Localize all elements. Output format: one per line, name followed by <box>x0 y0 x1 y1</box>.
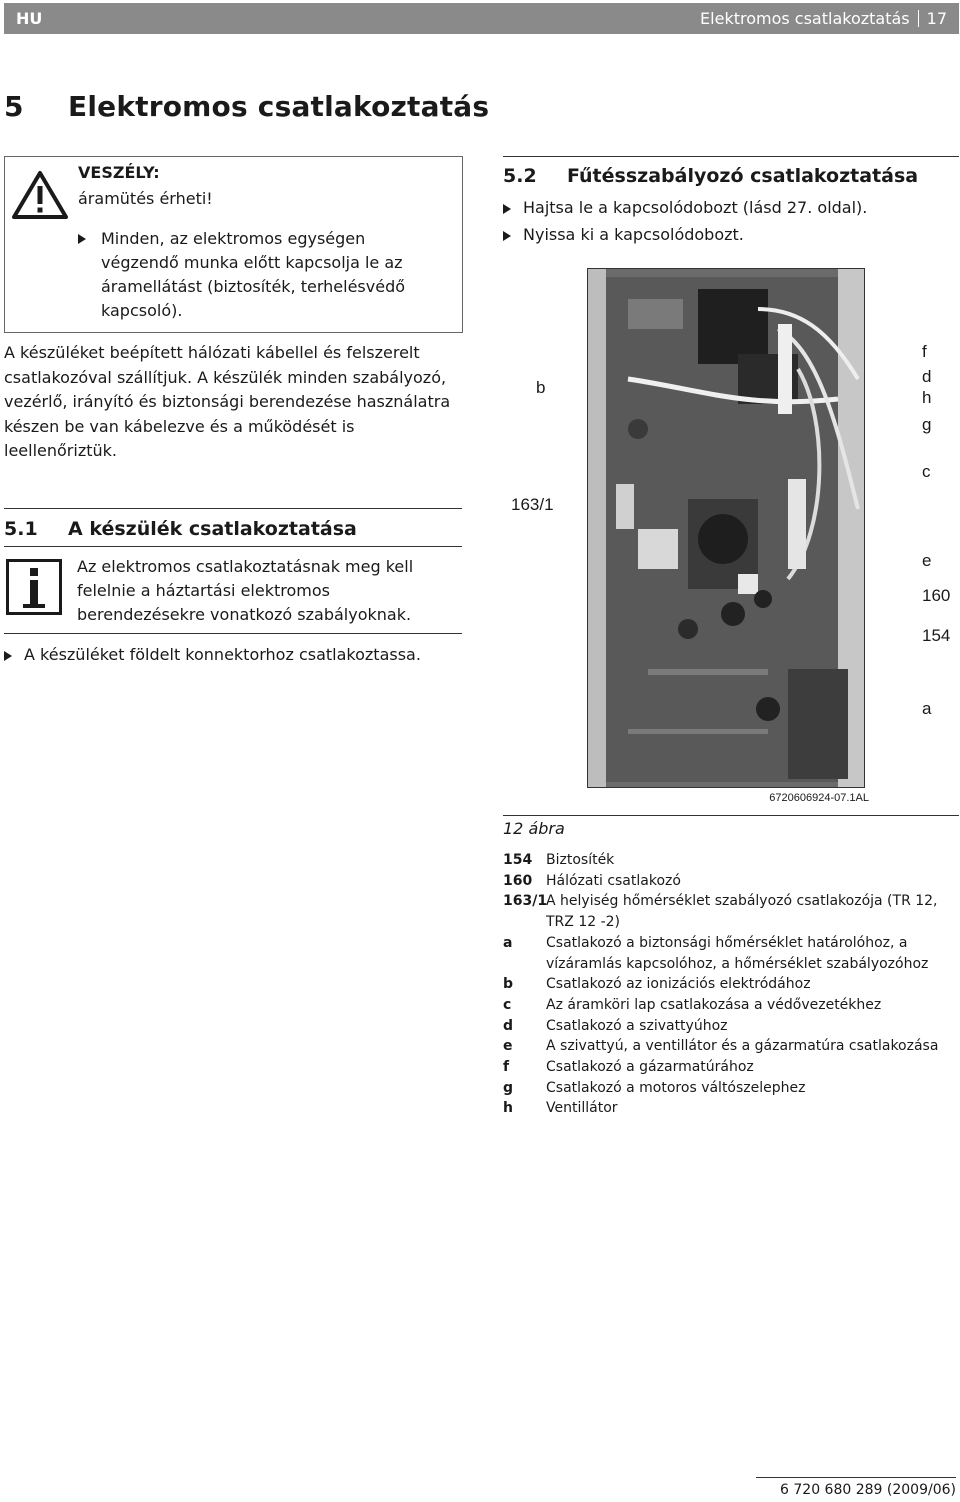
legend-text: A szivattyú, a ventillátor és a gázarmatúra csatlakozása <box>546 1038 939 1055</box>
label-e: e <box>922 551 932 570</box>
legend-key: g <box>503 1079 514 1096</box>
figure-legend <box>503 850 959 1119</box>
label-c: c <box>922 462 931 481</box>
chapter-heading <box>4 90 489 123</box>
danger-warning-box <box>4 156 463 333</box>
label-d: d <box>922 367 932 386</box>
legend-item <box>503 1016 959 1037</box>
step-text: A készüléket földelt konnektorhoz csatlakoztassa. <box>24 645 421 664</box>
header-separator <box>918 10 919 27</box>
label-g: g <box>922 415 932 434</box>
section-title: Fűtésszabályozó csatlakoztatása <box>567 165 919 187</box>
legend-item <box>503 891 959 932</box>
legend-key: d <box>503 1017 514 1034</box>
chapter-number: 5 <box>4 90 24 123</box>
legend-text: A helyiség hőmérséklet szabályozó csatlakozója (TR 12, TRZ 12 -2) <box>546 893 938 931</box>
legend-text: Ventillátor <box>546 1100 618 1117</box>
legend-text: Csatlakozó a biztonsági hőmérséklet határolóhoz, a vízáramlás kapcsolóhoz, a hőmérséklet szabályozóhoz <box>546 934 929 972</box>
legend-key: 160 <box>503 872 533 889</box>
intro-paragraph: A készüléket beépített hálózati kábellel és felszerelt csatlakozóval szállítjuk. A készülék minden szabályozó, vezérlő, irányító és biztonsági berendezése használatra készen be van kábelezve és a működését is leellenőriztük. <box>4 343 451 460</box>
warning-bullet-text: Minden, az elektromos egységen végzendő munka előtt kapcsolja le az áramellátást (biztosíték, terhelésvédő kapcsoló). <box>101 229 406 320</box>
legend-key: f <box>503 1059 510 1076</box>
info-icon <box>6 559 62 615</box>
legend-key: 154 <box>503 852 533 868</box>
legend-key: b <box>503 976 514 993</box>
step-fold-box <box>503 198 867 217</box>
chapter-title: Elektromos csatlakoztatás <box>68 90 490 123</box>
warning-bullet <box>78 227 438 323</box>
warning-subtitle: áramütés érheti! <box>78 189 213 208</box>
warning-triangle-icon <box>11 169 69 221</box>
bullet-arrow-icon <box>503 231 511 241</box>
bullet-arrow-icon <box>503 204 511 214</box>
label-b: b <box>536 378 546 397</box>
step-open-box <box>503 225 744 244</box>
legend-text: Hálózati csatlakozó <box>546 872 681 889</box>
legend-item <box>503 1098 959 1119</box>
legend-key: 163/1 <box>503 893 548 910</box>
label-f: f <box>922 342 927 361</box>
section-number: 5.1 <box>4 518 38 540</box>
legend-item <box>503 933 959 974</box>
circuit-board-drawing <box>588 269 865 788</box>
legend-text: Csatlakozó az ionizációs elektródához <box>546 976 811 993</box>
legend-key: c <box>503 996 512 1013</box>
section-number: 5.2 <box>503 165 537 187</box>
header-title <box>700 9 947 28</box>
legend-item <box>503 995 959 1016</box>
info-note-box <box>4 546 462 634</box>
warning-title: VESZÉLY: <box>78 163 160 182</box>
legend-key: e <box>503 1038 513 1055</box>
section-heading-5-1 <box>4 508 462 540</box>
header-title-text: Elektromos csatlakoztatás <box>700 9 910 28</box>
legend-item <box>503 1057 959 1078</box>
section-heading-5-2 <box>503 156 959 187</box>
legend-item <box>503 1036 959 1057</box>
bullet-arrow-icon <box>4 651 12 661</box>
legend-text: Csatlakozó a motoros váltószelephez <box>546 1079 806 1096</box>
legend-text: Az áramköri lap csatlakozása a védővezetékhez <box>546 996 882 1013</box>
legend-text: Biztosíték <box>546 852 615 868</box>
language-tag: HU <box>16 9 43 28</box>
legend-item <box>503 850 959 871</box>
label-154: 154 <box>922 626 951 645</box>
legend-item <box>503 1078 959 1099</box>
circuit-board-figure <box>503 263 959 808</box>
label-h: h <box>922 388 932 407</box>
page-header <box>4 3 959 34</box>
step-text: Nyissa ki a kapcsolódobozt. <box>523 225 744 244</box>
label-160: 160 <box>922 586 951 605</box>
legend-item <box>503 974 959 995</box>
label-163-1: 163/1 <box>511 495 554 514</box>
page-footer: 6 720 680 289 (2009/06) <box>756 1477 956 1498</box>
info-text: Az elektromos csatlakoztatásnak meg kell felelnie a háztartási elektromos berendezésekre vonatkozó szabályoknak. <box>77 557 414 624</box>
figure-caption: 12 ábra <box>503 815 959 838</box>
legend-key: a <box>503 934 513 951</box>
figure-code: 6720606924-07.1AL <box>769 792 869 804</box>
section-title: A készülék csatlakoztatása <box>68 518 357 540</box>
step-text: Hajtsa le a kapcsolódobozt (lásd 27. oldal). <box>523 198 868 217</box>
label-a: a <box>922 699 932 718</box>
legend-text: Csatlakozó a gázarmatúrához <box>546 1059 754 1076</box>
legend-item <box>503 871 959 892</box>
page-number: 17 <box>926 9 947 28</box>
bullet-arrow-icon <box>78 234 86 244</box>
step-connect <box>4 645 421 664</box>
circuit-board-photo <box>587 268 865 788</box>
legend-key: h <box>503 1100 513 1117</box>
legend-text: Csatlakozó a szivattyúhoz <box>546 1017 728 1034</box>
